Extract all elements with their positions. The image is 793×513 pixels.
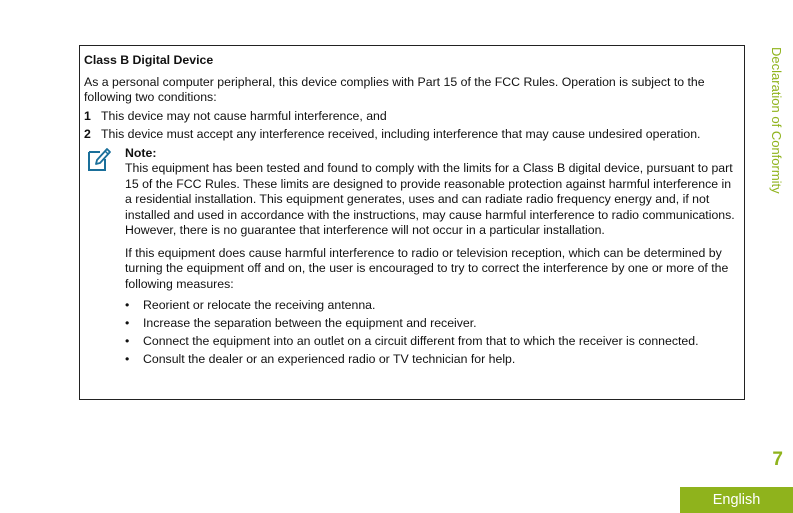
condition-text: This device must accept any interference received, including interference that may cause undesired operation.	[101, 127, 701, 141]
list-item	[125, 334, 738, 350]
conditions-list	[84, 109, 738, 143]
list-item	[125, 316, 738, 332]
language-tab: English	[680, 487, 793, 513]
condition-number: 2	[84, 127, 91, 141]
list-item	[84, 109, 738, 125]
note-paragraph-1: This equipment has been tested and found to comply with the limits for a Class B digital device, pursuant to part 15 of the FCC Rules. These limits are designed to provide reasonable protection against harmful interference in a residential installation. This equipment generates, uses and can radiate radio frequency energy and, if not installed and used in accordance with the instructions, may cause harmful interference to radio communications. However, there is no guarantee that interference will not occur in a particular installation.	[125, 161, 735, 237]
measures-list	[125, 298, 738, 368]
measure-text: Reorient or relocate the receiving antenna.	[143, 298, 376, 312]
bullet: •	[125, 298, 130, 312]
note-paragraph-2: If this equipment does cause harmful interference to radio or television reception, which can be determined by turning the equipment off and on, the user is encouraged to try to correct the interference by one or more of the following measures:	[125, 245, 729, 291]
fcc-class-b-box	[79, 45, 745, 400]
list-item	[125, 298, 738, 314]
list-item	[84, 127, 738, 143]
condition-number: 1	[84, 108, 91, 123]
side-section-label: Declaration of Conformity	[769, 47, 784, 194]
note-pencil-icon	[86, 146, 112, 172]
measure-text: Increase the separation between the equipment and receiver.	[143, 316, 477, 331]
page-number: 7	[772, 449, 783, 470]
bullet: •	[125, 352, 130, 367]
side-section-tab	[765, 47, 785, 227]
section-title: Class B Digital Device	[84, 53, 214, 67]
section-intro: As a personal computer peripheral, this device complies with Part 15 of the FCC Rules. Operation is subject to the following two conditions:	[84, 74, 705, 104]
note-heading: Note:	[125, 145, 157, 160]
condition-text: This device may not cause harmful interference, and	[101, 108, 387, 123]
measure-text: Connect the equipment into an outlet on a circuit different from that to which the receiver is connected.	[143, 334, 699, 349]
list-item	[125, 352, 738, 368]
measure-text: Consult the dealer or an experienced radio or TV technician for help.	[143, 352, 516, 367]
bullet: •	[125, 334, 130, 349]
bullet: •	[125, 316, 130, 331]
note-block	[84, 146, 738, 368]
